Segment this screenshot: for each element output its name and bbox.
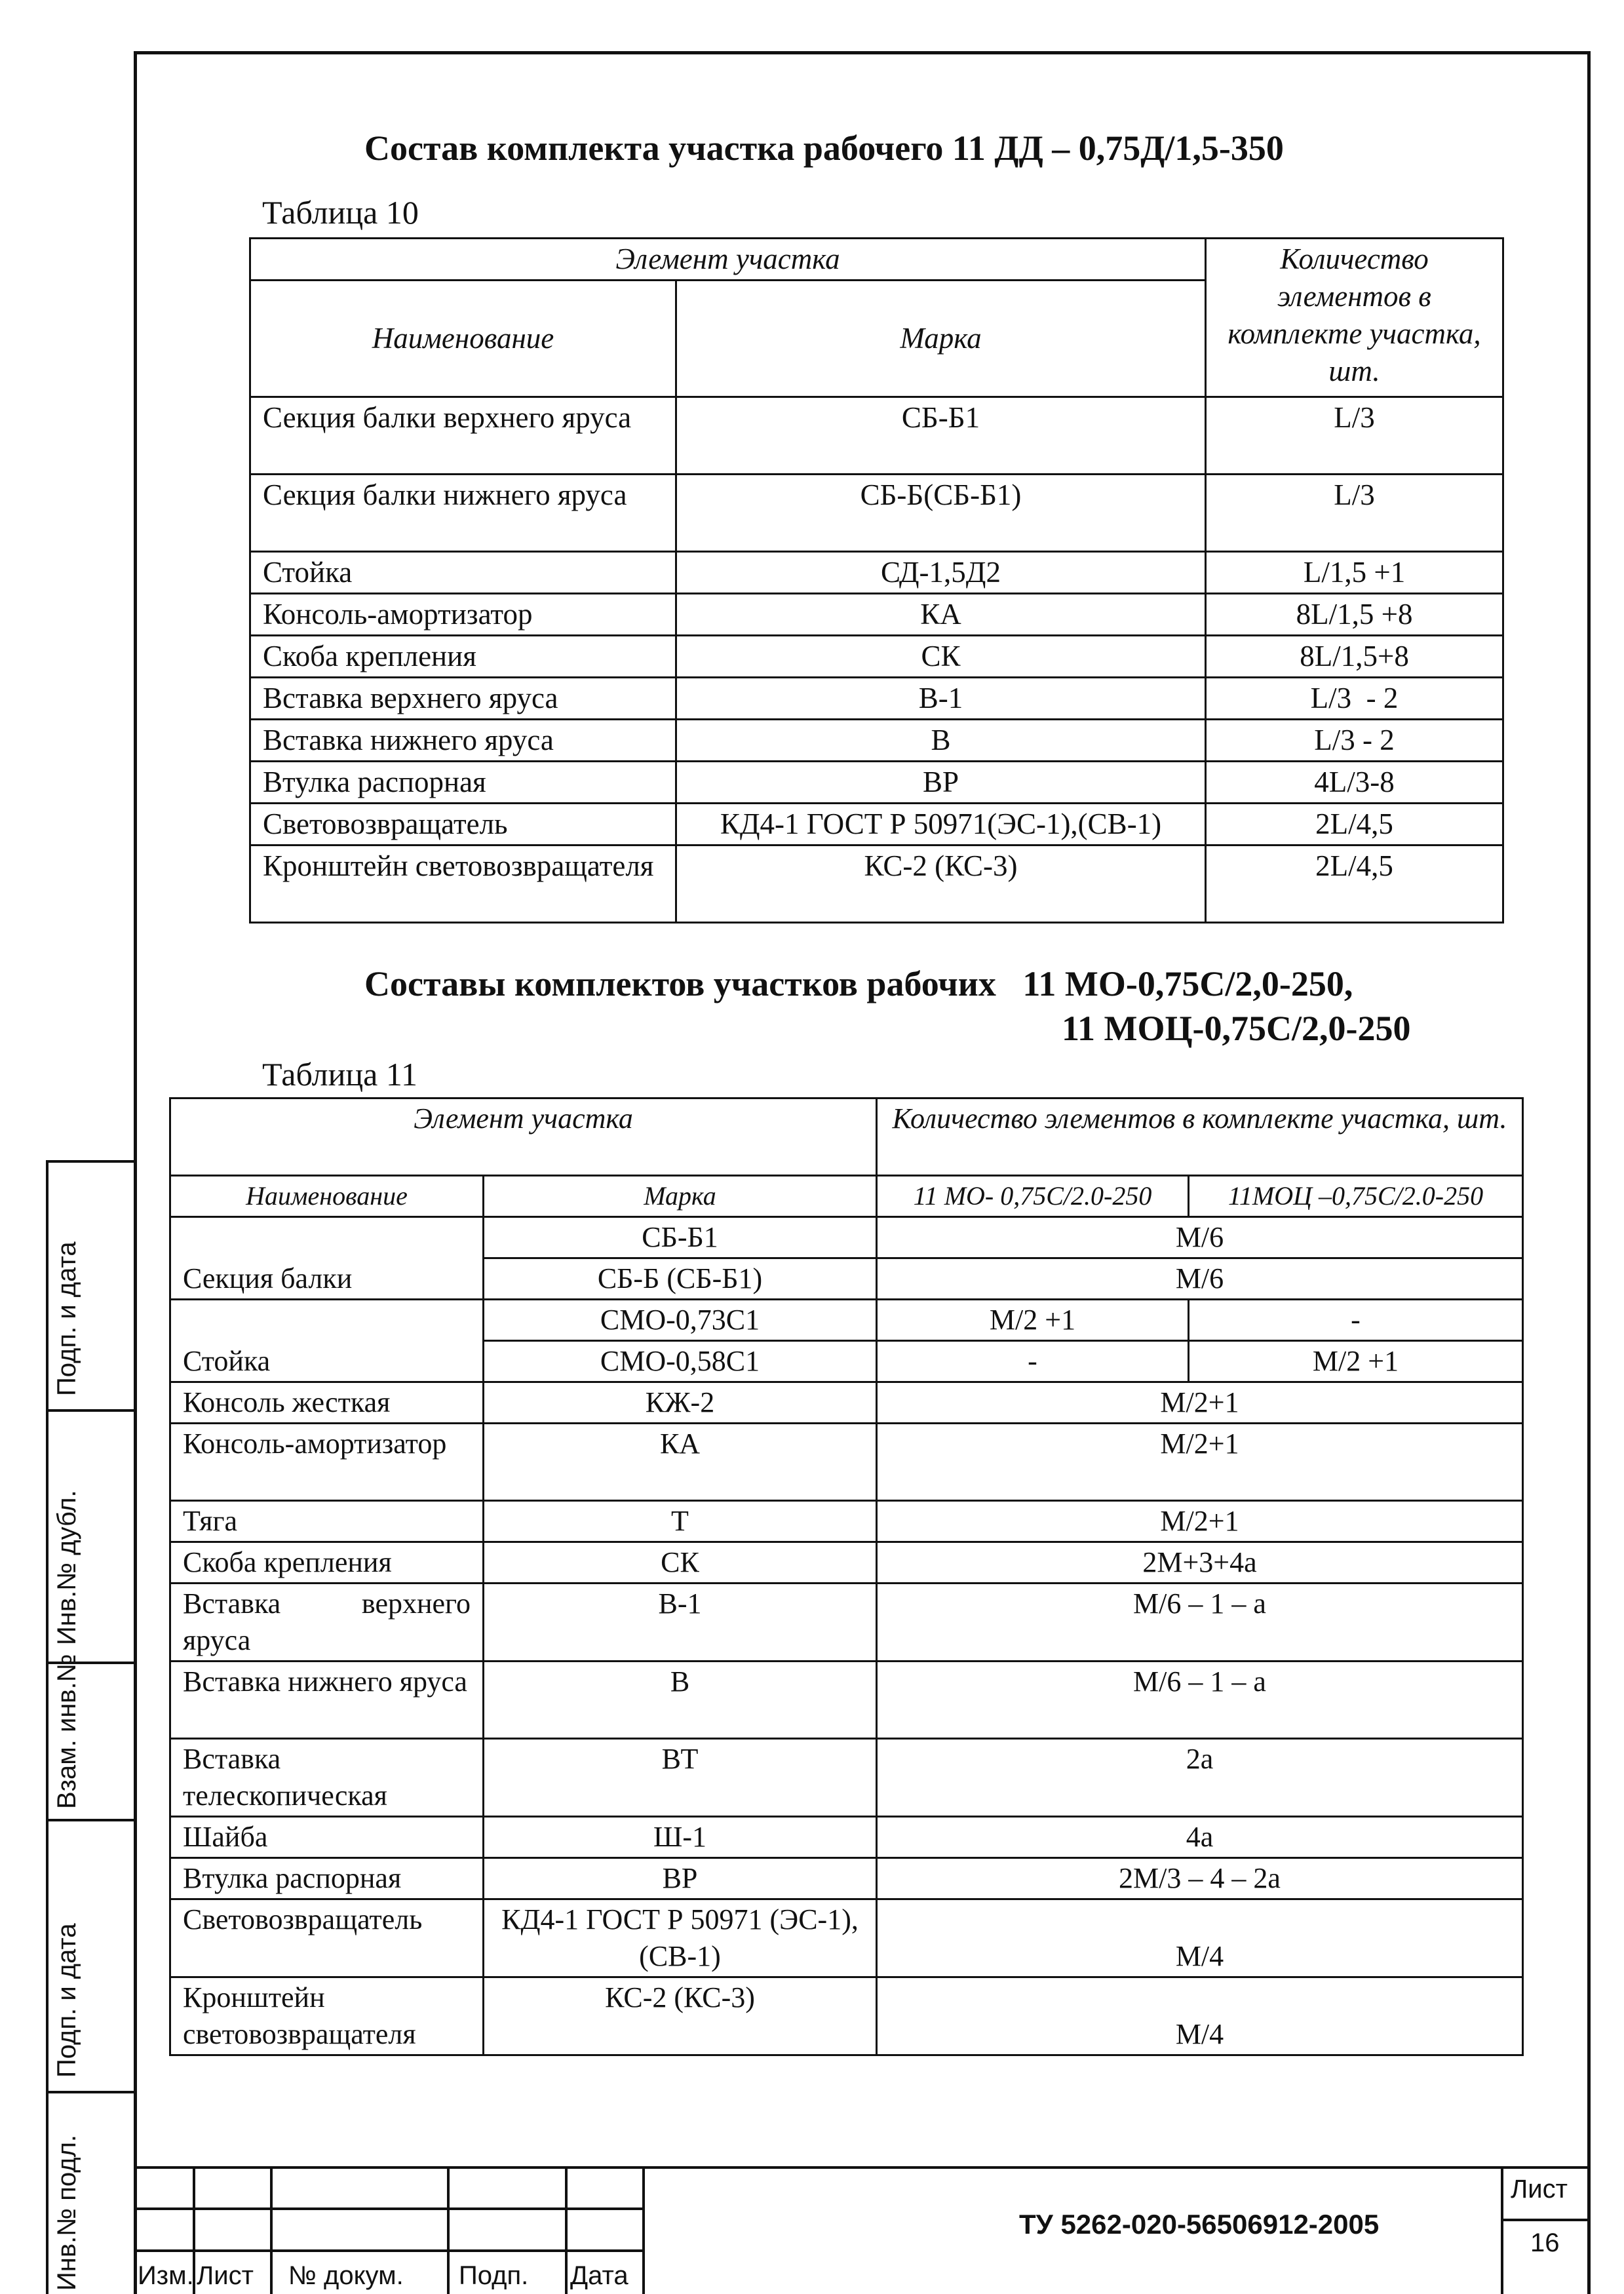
table-row: [250, 804, 1503, 846]
table10-cell-qty: L/3 - 2: [1206, 720, 1503, 762]
table11-cell-qty: 2а: [877, 1739, 1523, 1817]
table10-cell-qty: L/1,5 +1: [1206, 552, 1503, 594]
table11-cell-name: Вставка верхнего яруса: [170, 1584, 484, 1662]
table10-cell-mark: СБ-Б(СБ-Б1): [676, 475, 1206, 552]
table11-cell-mark: КС-2 (КС-3): [484, 1977, 877, 2055]
table-row: [250, 552, 1503, 594]
table-row: [170, 1300, 1523, 1341]
table10-cell-mark: СК: [676, 636, 1206, 678]
doc-code: ТУ 5262-020-56506912-2005: [1019, 2209, 1380, 2240]
table11-cell-qty: М/6 – 1 – а: [877, 1584, 1523, 1662]
table-row: [170, 1584, 1523, 1662]
table11-cell-name: Вставка телескопическая: [170, 1739, 484, 1817]
sidebar-divider: [46, 1160, 135, 1163]
stamp-col-line: [642, 2166, 645, 2294]
table10-cell-qty: 2L/4,5: [1206, 804, 1503, 846]
table11-cell-qty: 2М+3+4а: [877, 1542, 1523, 1584]
sidebar-label-sign-date: Подп. и дата: [52, 1241, 81, 1396]
table11-col-moc: 11МОЦ –0,75С/2.0-250: [1189, 1176, 1523, 1217]
table10-cell-name: Световозвращатель: [250, 804, 676, 846]
table11-cell-name: Втулка распорная: [170, 1858, 484, 1899]
table10-cell-mark: ВР: [676, 762, 1206, 804]
stamp-col-sheet: Лист: [197, 2261, 254, 2290]
table-row: [250, 475, 1503, 552]
stamp-col-line: [270, 2166, 273, 2294]
table11-cell-qty: М/2+1: [877, 1382, 1523, 1424]
table10-col-mark: Марка: [676, 281, 1206, 397]
table11-cell-mark: СБ-Б (СБ-Б1): [484, 1258, 877, 1300]
sidebar-label-orig-inv: Инв.№ подл.: [52, 2134, 81, 2291]
table10-cell-qty: L/3 - 2: [1206, 678, 1503, 720]
table11-qty-header: Количество элементов в комплекте участка, шт.: [877, 1098, 1523, 1176]
table11-cell-mark: Т: [484, 1501, 877, 1542]
table11: [169, 1097, 1524, 2056]
table10-group-header: Элемент участка: [250, 239, 1206, 281]
stamp-top-line: [134, 2166, 1591, 2169]
stamp-sheet-line: [1502, 2219, 1591, 2221]
table11-col-mo: 11 МО- 0,75С/2.0-250: [877, 1176, 1189, 1217]
table11-cell-mark: КА: [484, 1424, 877, 1501]
table10-cell-name: Втулка распорная: [250, 762, 676, 804]
table11-cell-name: Тяга: [170, 1501, 484, 1542]
table11-cell-qty-mo: -: [877, 1341, 1189, 1382]
stamp-col-line: [447, 2166, 450, 2294]
table11-cell-mark: ВР: [484, 1858, 877, 1899]
stamp-row-line: [134, 2207, 645, 2210]
table10-cell-mark: В-1: [676, 678, 1206, 720]
table11-cell-name: Консоль жесткая: [170, 1382, 484, 1424]
table11-cell-name: Кронштейн световозвращателя: [170, 1977, 484, 2055]
table11-cell-qty: М/2+1: [877, 1424, 1523, 1501]
table11-cell-mark: ВТ: [484, 1739, 877, 1817]
table-row: [170, 1501, 1523, 1542]
sidebar-divider: [46, 2091, 135, 2093]
table10-cell-qty: 8L/1,5+8: [1206, 636, 1503, 678]
table11-post-name: Стойка: [170, 1300, 484, 1382]
stamp-row-line: [134, 2249, 645, 2252]
table-row: [250, 762, 1503, 804]
table-row: [170, 1817, 1523, 1858]
table10-qty-header: Количество элементов в комплекте участка, шт.: [1206, 239, 1503, 397]
table10-cell-name: Вставка нижнего яруса: [250, 720, 676, 762]
table11-cell-mark: СБ-Б1: [484, 1217, 877, 1258]
table10-caption: Таблица 10: [262, 194, 419, 231]
table11-cell-mark: КЖ-2: [484, 1382, 877, 1424]
table10-cell-mark: СД-1,5Д2: [676, 552, 1206, 594]
table10-cell-qty: L/3: [1206, 397, 1503, 475]
table11-cell-name: Световозвращатель: [170, 1899, 484, 1977]
table11-heading-line1: Составы комплектов участков рабочих 11 МО-0,75С/2,0-250,: [364, 964, 1353, 1003]
sidebar-label-sign-date-2: Подп. и дата: [52, 1923, 81, 2078]
table10-cell-name: Кронштейн световозвращателя: [250, 846, 676, 923]
table10-cell-mark: КА: [676, 594, 1206, 636]
table11-beam-name: Секция балки: [170, 1217, 484, 1300]
table11-cell-name: Шайба: [170, 1817, 484, 1858]
table11-cell-mark: В-1: [484, 1584, 877, 1662]
table10-cell-name: Скоба крепления: [250, 636, 676, 678]
table10-cell-mark: КС-2 (КС-3): [676, 846, 1206, 923]
table11-cell-mark: В: [484, 1662, 877, 1739]
table-row: [170, 1977, 1523, 2055]
table10-cell-qty: 2L/4,5: [1206, 846, 1503, 923]
table11-cell-mark: Ш-1: [484, 1817, 877, 1858]
table-row: [170, 1858, 1523, 1899]
table11-cell-mark: СМО-0,73С1: [484, 1300, 877, 1341]
table-row: [170, 1382, 1523, 1424]
table10-cell-qty: 4L/3-8: [1206, 762, 1503, 804]
table10-cell-mark: СБ-Б1: [676, 397, 1206, 475]
table10-cell-name: Консоль-амортизатор: [250, 594, 676, 636]
table11-cell-qty: 2М/3 – 4 – 2а: [877, 1858, 1523, 1899]
table11-cell-qty: М/6: [877, 1258, 1523, 1300]
table11-cell-qty: М/4: [877, 1899, 1523, 1977]
table10-col-name: Наименование: [250, 281, 676, 397]
table11-cell-name: Вставка нижнего яруса: [170, 1662, 484, 1739]
table-row: [170, 1217, 1523, 1258]
table11-cell-qty: 4а: [877, 1817, 1523, 1858]
table-row: [170, 1424, 1523, 1501]
stamp-col-change: Изм.: [138, 2261, 194, 2290]
table11-col-mark: Марка: [484, 1176, 877, 1217]
table11-cell-name: Скоба крепления: [170, 1542, 484, 1584]
table-row: [250, 636, 1503, 678]
table11-cell-mark: СК: [484, 1542, 877, 1584]
table11-heading-line2: 11 МОЦ-0,75С/2,0-250: [1062, 1009, 1411, 1048]
table10-cell-mark: В: [676, 720, 1206, 762]
table-row: [250, 846, 1503, 923]
table11-cell-name: Консоль-амортизатор: [170, 1424, 484, 1501]
table10-cell-name: Секция балки нижнего яруса: [250, 475, 676, 552]
sheet-label: Лист: [1511, 2175, 1568, 2204]
stamp-col-docnum: № докум.: [288, 2261, 404, 2290]
table11-cell-qty-mo: М/2 +1: [877, 1300, 1189, 1341]
table11-caption: Таблица 11: [262, 1056, 417, 1093]
table-row: [170, 1542, 1523, 1584]
table10-cell-name: Вставка верхнего яруса: [250, 678, 676, 720]
table11-col-name: Наименование: [170, 1176, 484, 1217]
table11-cell-qty: М/2+1: [877, 1501, 1523, 1542]
sheet-number: 16: [1530, 2228, 1560, 2257]
table10-cell-qty: 8L/1,5 +8: [1206, 594, 1503, 636]
table11-cell-qty: М/6: [877, 1217, 1523, 1258]
table-row: [170, 1662, 1523, 1739]
table11-cell-mark: СМО-0,58С1: [484, 1341, 877, 1382]
table10: [249, 237, 1504, 923]
sidebar-inner-line: [46, 1160, 48, 2294]
stamp-col-line: [1501, 2166, 1503, 2294]
table-row: [170, 1739, 1523, 1817]
table11-cell-qty-moc: М/2 +1: [1189, 1341, 1523, 1382]
table-row: [170, 1899, 1523, 1977]
table-row: [250, 678, 1503, 720]
table10-heading: Состав комплекта участка рабочего 11 ДД – 0,75Д/1,5-350: [364, 128, 1284, 168]
sidebar-label-dup-inv: Инв.№ дубл.: [52, 1490, 81, 1645]
table-row: [250, 594, 1503, 636]
table11-cell-qty-moc: -: [1189, 1300, 1523, 1341]
table10-cell-qty: L/3: [1206, 475, 1503, 552]
table11-cell-qty: М/6 – 1 – а: [877, 1662, 1523, 1739]
sidebar-divider: [46, 1819, 135, 1821]
table-row: [250, 397, 1503, 475]
stamp-col-line: [565, 2166, 568, 2294]
sidebar-label-replace-inv: Взам. инв.№: [52, 1654, 81, 1809]
table10-cell-name: Секция балки верхнего яруса: [250, 397, 676, 475]
table-row: [250, 720, 1503, 762]
table11-cell-qty: М/4: [877, 1977, 1523, 2055]
table11-group-header: Элемент участка: [170, 1098, 877, 1176]
table10-cell-name: Стойка: [250, 552, 676, 594]
stamp-col-sign: Подп.: [459, 2261, 529, 2290]
left-sidebar: [0, 0, 138, 2294]
table10-cell-mark: КД4-1 ГОСТ Р 50971(ЭС-1),(СВ-1): [676, 804, 1206, 846]
stamp-col-date: Дата: [570, 2261, 628, 2290]
sidebar-divider: [46, 1409, 135, 1412]
table11-cell-mark: КД4-1 ГОСТ Р 50971 (ЭС-1),(СВ-1): [484, 1899, 877, 1977]
